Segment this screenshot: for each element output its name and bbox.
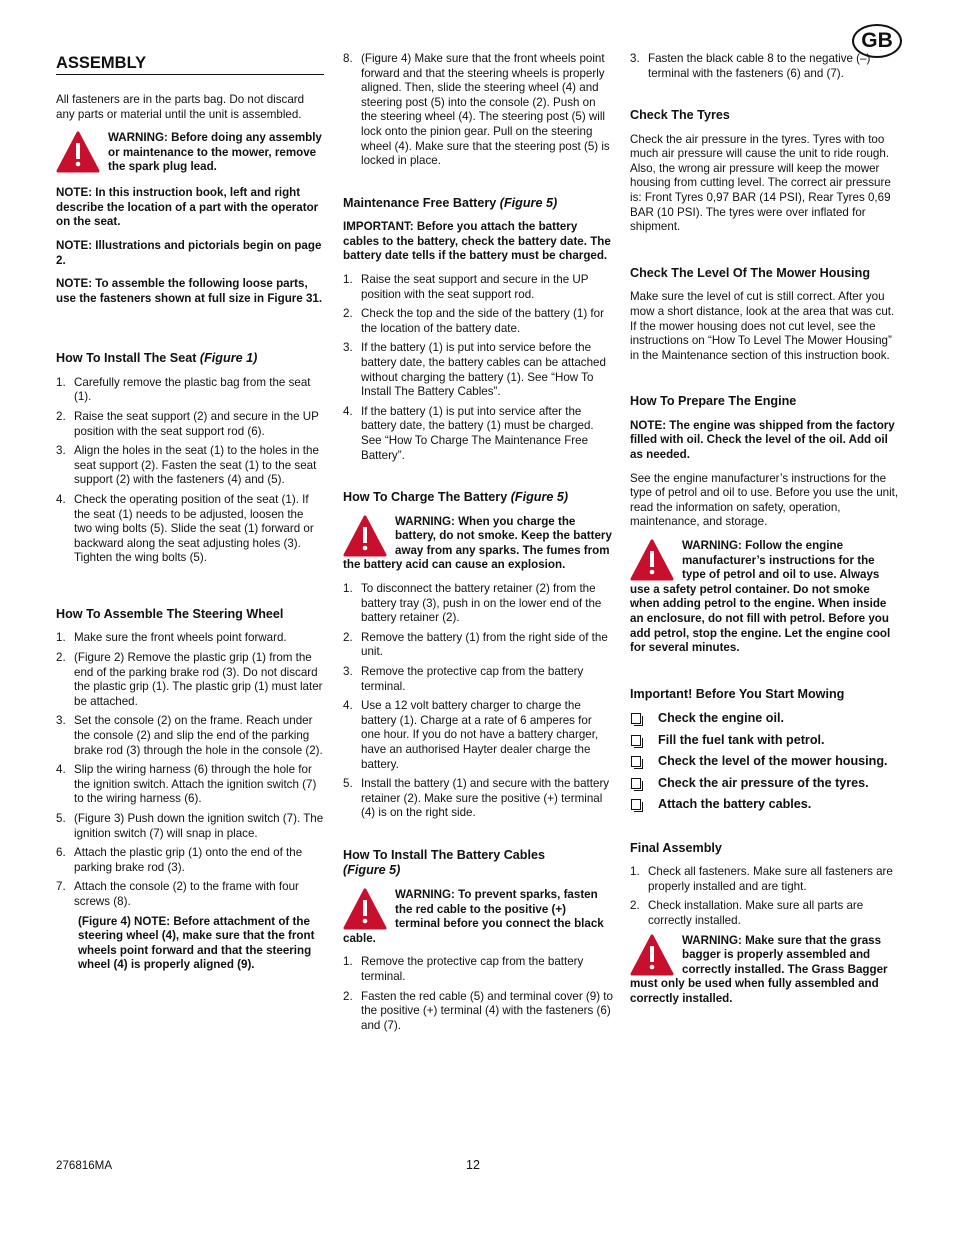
column-right <box>630 52 900 1016</box>
list-item: 3. If the battery (1) is put into service before the battery date, the battery cables can be attached without charging the battery (1). See “How To Install The Battery Cables”. <box>343 341 606 399</box>
level-text: Make sure the level of cut is still correct. After you mow a short distance, look at the area that was cut. If the mower housing does not cut level, see the instructions on “How To Level The Mower Housing” in the Maintenance section of this instruction book. <box>630 290 895 362</box>
figure4-note: (Figure 4) NOTE: Before attachment of the steering wheel (4), make sure that the front wheels point forward and that the steering wheel (4) is properly aligned (9). <box>78 914 315 972</box>
section-title: ASSEMBLY <box>56 54 324 75</box>
list-item: 3. Set the console (2) on the frame. Reach under the console (2) and slip the end of the parking brake rod (3) through the hole in the console (2). <box>56 714 323 757</box>
list-item: 4. Use a 12 volt battery charger to charge the battery (1). Charge at a rate of 6 amperes for one hour. If you do not have a battery charger, have an authorised Hayter dealer charge the battery. <box>343 699 599 771</box>
warning-text: WARNING: Before doing any assembly or maintenance to the mower, remove the spark plug lead. <box>108 131 322 174</box>
list-item: 1. Carefully remove the plastic bag from the seat (1). <box>56 375 311 404</box>
heading-battery-cables: How To Install The Battery Cables (Figure 5) <box>343 847 546 878</box>
warning-triangle-icon <box>343 888 387 930</box>
heading-steering-wheel: How To Assemble The Steering Wheel <box>56 606 284 621</box>
warning-triangle-icon <box>56 131 100 173</box>
steering-steps-list <box>56 631 324 909</box>
list-item: 2. Remove the battery (1) from the right side of the unit. <box>343 630 608 659</box>
warning-text: WARNING: When you charge the battery, do not smoke. Keep the battery away from any sparks. The fumes from the battery acid can cause an explosion. <box>343 514 612 572</box>
warning-triangle-icon <box>343 515 387 557</box>
country-badge: GB <box>852 24 902 58</box>
note-illustrations: NOTE: Illustrations and pictorials begin on page 2. <box>56 238 322 267</box>
list-item: 6. Attach the plastic grip (1) onto the end of the parking brake rod (3). <box>56 846 303 874</box>
tyres-text: Check the air pressure in the tyres. Tyres with too much air pressure will cause the unit to ride rough. Also, the wrong air pressure will keep the mower housing from cutting level. The correct air pressure is: Front Tyres 0,97 BAR (14 PSI), Rear Tyres 0,69 BAR (10 PSI). The tyres were over inflated for shipment. <box>630 132 891 234</box>
list-item: 3. Align the holes in the seat (1) to the holes in the seat support (2). Fasten the seat (1) to the seat support (2) with the fasteners (4) and (5). <box>56 444 319 487</box>
warning-box <box>630 934 900 1007</box>
steering-steps-cont <box>343 52 613 169</box>
list-item: 1. To disconnect the battery retainer (2) from the battery tray (3), push in on the lower end of the battery retainer (2). <box>343 582 602 625</box>
mowing-checklist <box>630 711 900 813</box>
note-left-right: NOTE: In this instruction book, left and right describe the location of a part with the operator on the seat. <box>56 186 319 229</box>
list-item: 2. (Figure 2) Remove the plastic grip (1) from the end of the parking brake rod (3). Do not discard the plastic grip (1). The plastic grip (1) must later be attached. <box>56 651 323 708</box>
heading-check-tyres: Check The Tyres <box>630 108 730 123</box>
battery-steps-list <box>343 273 613 463</box>
page-number: 12 <box>466 1158 480 1172</box>
list-item: 1. Remove the protective cap from the battery terminal. <box>343 955 584 983</box>
heading-mower-level: Check The Level Of The Mower Housing <box>630 265 871 280</box>
heading-prepare-engine: How To Prepare The Engine <box>630 394 797 409</box>
list-item: 1. Make sure the front wheels point forward. <box>56 631 287 645</box>
checklist-item: Check the level of the mower housing. <box>630 754 900 770</box>
engine-text: See the engine manufacturer’s instructions for the type of petrol and oil to use. Before you use the unit, read the information on safety, operation, maintenance, and storage. <box>630 471 899 529</box>
checklist-item: Fill the fuel tank with petrol. <box>630 733 900 749</box>
column-middle <box>343 52 613 1038</box>
list-item: 2. Raise the seat support (2) and secure in the UP position with the seat support rod (6). <box>56 410 319 438</box>
figure-ref: (Figure 1) <box>199 351 258 366</box>
list-item: 5. (Figure 3) Push down the ignition switch (7). The ignition switch (7) will snap in place. <box>56 812 324 840</box>
battery-important: IMPORTANT: Before you attach the battery cables to the battery, check the battery date. The battery date tells if the battery must be charged. <box>343 220 611 263</box>
checklist-item: Check the air pressure of the tyres. <box>630 776 900 792</box>
heading-battery: Maintenance Free Battery (Figure 5) <box>343 195 558 210</box>
heading-before-mowing: Important! Before You Start Mowing <box>630 686 845 701</box>
list-item: 1. Raise the seat support and secure in the UP position with the seat support rod. <box>343 273 589 301</box>
checkbox-icon <box>631 735 641 746</box>
warning-box <box>343 888 613 946</box>
column-left <box>56 52 324 982</box>
list-item: 2. Check the top and the side of the battery (1) for the location of the battery date. <box>343 307 604 335</box>
checkbox-icon <box>631 713 641 724</box>
charge-steps-list <box>343 582 613 821</box>
final-steps-list <box>630 865 900 928</box>
list-item: 8. (Figure 4) Make sure that the front wheels point forward and that the steering wheels is properly aligned. Then, slide the steering wheel (4) and steering post (5) into the console (2). Push on the steering wheel (4). The steering post (5) will lock onto the pinion gear. Pull on the steering wheel (4). Make sure that the steering post (5) is locked in place. <box>343 52 610 168</box>
heading-text: How To Install The Seat <box>56 351 197 366</box>
list-item: 7. Attach the console (2) to the frame with four screws (8). <box>56 880 299 908</box>
warning-text: WARNING: To prevent sparks, fasten the red cable to the positive (+) terminal before you connect the black cable. <box>343 887 604 945</box>
heading-charge-battery: How To Charge The Battery (Figure 5) <box>343 490 569 505</box>
intro-text: All fasteners are in the parts bag. Do not discard any parts or material until the unit is assembled. <box>56 93 305 121</box>
cables-steps-cont <box>630 52 900 81</box>
list-item: 2. Fasten the red cable (5) and terminal cover (9) to the positive (+) terminal (4) with the fasteners (6) and (7). <box>343 989 613 1032</box>
warning-triangle-icon <box>630 934 674 976</box>
warning-box <box>56 131 324 177</box>
seat-steps-list <box>56 376 324 566</box>
warning-text: WARNING: Make sure that the grass bagger is properly assembled and correctly installed. The Grass Bagger must only be used when fully assembled and correctly installed. <box>630 933 888 1005</box>
list-item: 4. If the battery (1) is put into service after the battery date, the battery (1) must be charged. See “How To Charge The Maintenance Free Battery”. <box>343 404 594 462</box>
checkbox-icon <box>631 756 641 767</box>
warning-box <box>630 539 900 656</box>
document-code: 276816MA <box>56 1159 113 1172</box>
list-item: 2. Check installation. Make sure all parts are correctly installed. <box>630 899 864 927</box>
checkbox-icon <box>631 778 641 789</box>
list-item: 1. Check all fasteners. Make sure all fasteners are properly installed and are tight. <box>630 865 893 893</box>
warning-text: WARNING: Follow the engine manufacturer’s instructions for the type of petrol and oil to use. Always use a safety petrol container. Do not smoke when adding petrol to the engine. When inside an enclosure, do not fill with petrol. Before you add petrol, stop the engine. Let the engine cool for several minutes. <box>630 538 891 655</box>
warning-box <box>343 515 613 573</box>
heading-install-seat <box>56 351 324 367</box>
list-item: 4. Slip the wiring harness (6) through the hole for the ignition switch. Attach the ignition switch (7) to the wiring harness (6). <box>56 763 317 806</box>
list-item: 4. Check the operating position of the seat (1). If the seat (1) needs to be adjusted, loosen the two wing bolts (5). Slide the seat (1) forward or backward along the seat adjusting holes (3). Tighten the wing bolts (5). <box>56 493 314 565</box>
list-item: 5. Install the battery (1) and secure with the battery retainer (2). Make sure the positive (+) terminal (4) is on the right side. <box>343 777 610 820</box>
cables-steps-list <box>343 955 613 1033</box>
checklist-item: Attach the battery cables. <box>630 797 900 813</box>
warning-triangle-icon <box>630 539 674 581</box>
list-item: 3. Remove the protective cap from the battery terminal. <box>343 665 584 693</box>
list-item: 3. Fasten the black cable 8 to the negative (–) terminal with the fasteners (6) and (7). <box>630 52 871 80</box>
checklist-item: Check the engine oil. <box>630 711 900 727</box>
note-fasteners: NOTE: To assemble the following loose parts, use the fasteners shown at full size in Figure 31. <box>56 277 323 305</box>
engine-note: NOTE: The engine was shipped from the factory filled with oil. Check the level of the oil. Add oil as needed. <box>630 418 895 461</box>
checkbox-icon <box>631 799 641 810</box>
heading-final-assembly: Final Assembly <box>630 840 722 855</box>
